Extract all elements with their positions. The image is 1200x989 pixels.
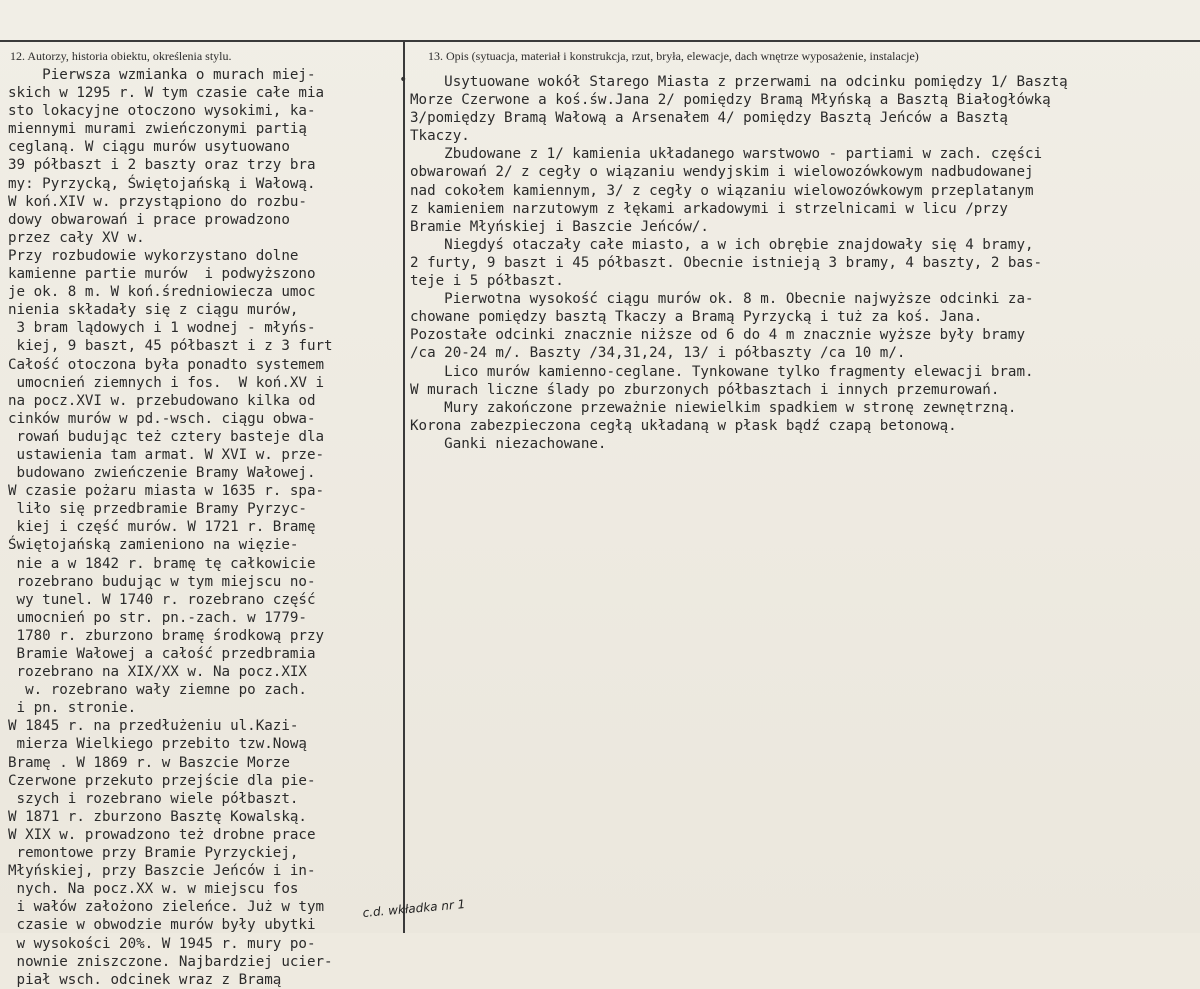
section-13-heading: 13. Opis (sytuacja, materiał i konstrukcja, rzut, bryła, elewacje, dach wnętrze wyposażenie, instalacje) [428,49,919,63]
history-text: Pierwsza wzmianka o murach miej- skich w 1295 r. W tym czasie całe mia sto lokacyjne otoczono wysokimi, ka- miennymi murami zwieńczonymi partią ceglaną. W ciągu murów usytuowano 39 półbaszt i 2 baszty oraz trzy bra my: Pyrzycką, Świętojańską i Wałową. W koń.XIV w. przystąpiono do rozbu- dowy obwarowań i prace prowadzono przez cały XV w. Przy rozbudowie wykorzystano dolne kamienne partie murów i podwyższono je ok. 8 m. W koń.średniowiecza umoc nienia składały się z ciągu murów, 3 bram lądowych i 1 wodnej - młyńs- kiej, 9 baszt, 45 półbaszt i z 3 furt Całość otoczona była ponadto systemem umocnień ziemnych i fos. W koń.XV i na pocz.XVI w. przebudowano kilka od cinków murów w pd.-wsch. ciągu obwa- rowań budując też cztery basteje dla ustawienia tam armat. W XVI w. prze- budowano zwieńczenie Bramy Wałowej. W czasie pożaru miasta w 1635 r. spa- liło się przedbramie Bramy Pyrzyc- kiej i część murów. W 1721 r. Bramę Świętojańską zamieniono na więzie- nie a w 1842 r. bramę tę całkowicie rozebrano budując w tym miejscu no- wy tunel. W 1740 r. rozebrano część umocnień po str. pn.-zach. w 1779- 1780 r. zburzono bramę środkową przy Bramie Wałowej a całość przedbramia rozebrano na XIX/XX w. Na pocz.XIX w. rozebrano wały ziemne po zach. i pn. stronie. W 1845 r. na przedłużeniu ul.Kazi- mierza Wielkiego przebito tzw.Nową Bramę . W 1869 r. w Baszcie Morze Czerwone przekuto przejście dla pie- szych i rozebrano wiele półbaszt. W 1871 r. zburzono Basztę Kowalską. W XIX w. prowadzono też drobne prace remontowe przy Bramie Pyrzyckiej, Młyńskiej, przy Baszcie Jeńców i in- nych. Na pocz.XX w. w miejscu fos i wałów założono zieleńce. Już w tym czasie w obwodzie murów były ubytki w wysokości 20%. W 1945 r. mury po- nownie zniszczone. Najbardziej ucier- piał wsch. odcinek wraz z Bramą [8,67,333,988]
handwritten-note: c.d. wkładka nr 1 [362,897,466,920]
bullet-mark: • [399,72,408,88]
description-text: Usytuowane wokół Starego Miasta z przerwami na odcinku pomiędzy 1/ Basztą Morze Czerwone a koś.św.Jana 2/ pomiędzy Bramą Młyńską a Basztą Białogłówką 3/pomiędzy Bramą Wałową a Arsenałem 4/ pomiędzy Basztą Jeńców a Basztą Tkaczy. Zbudowane z 1/ kamienia układanego warstwowo - partiami w zach. części obwarowań 2/ z cegły o wiązaniu wendyjskim i wielowozówkowym nadbudowanej nad cokołem kamiennym, 3/ z cegły o wiązaniu wielowozówkowym przeplatanym z kamieniem narzutowym z łękami arkadowymi i strzelnicami w licu /przy Bramie Młyńskiej i Baszcie Jeńców/. Niegdyś otaczały całe miasto, a w ich obrębie znajdowały się 4 bramy, 2 furty, 9 baszt i 45 półbaszt. Obecnie istnieją 3 bramy, 4 baszty, 2 bas- teje i 5 półbaszt. Pierwotna wysokość ciągu murów ok. 8 m. Obecnie najwyższe odcinki za- chowane pomiędzy basztą Tkaczy a Bramą Pyrzycką i tuż za koś. Jana. Pozostałe odcinki znacznie niższe od 6 do 4 m znacznie wyższe były bramy /ca 20-24 m/. Baszty /34,31,24, 13/ i półbaszty /ca 10 m/. Lico murów kamienno-ceglane. Tynkowane tylko fragmenty elewacji bram. W murach liczne ślady po zburzonych półbasztach i innych przemurowań. Mury zakończone przeważnie niewielkim spadkiem w stronę zewnętrzną. Korona zabezpieczona cegłą układaną w płask bądź czapą betonową. Ganki niezachowane. [410,74,1068,452]
top-rule [0,40,1200,42]
column-divider [403,40,405,933]
section-12-heading: 12. Autorzy, historia obiektu, określenia stylu. [10,49,232,63]
